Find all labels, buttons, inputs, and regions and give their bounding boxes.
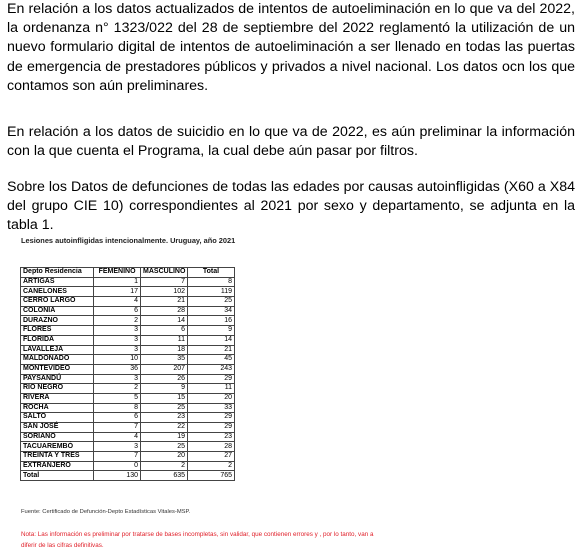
cell-depto: CERRO LARGO (21, 297, 94, 307)
cell-masculino: 15 (141, 393, 188, 403)
cell-total: 765 (188, 471, 235, 481)
cell-femenino: 3 (94, 442, 141, 452)
cell-total: 27 (188, 452, 235, 462)
paragraph-defunciones: Sobre los Datos de defunciones de todas las edades por causas autoinfligidas (X60 a X84 del grupo CIE 10) correspondientes al 2021 por sexo y departamento, se adjunta en la tabla 1. (7, 179, 575, 234)
cell-depto: FLORES (21, 326, 94, 336)
table-row (21, 316, 235, 326)
header-depto: Depto Residencia (21, 268, 94, 278)
cell-masculino: 2 (141, 461, 188, 471)
table-header-row (21, 268, 235, 278)
table-caption: Lesiones autoinfligidas intencionalmente. Uruguay, año 2021 (21, 236, 236, 245)
cell-femenino: 0 (94, 461, 141, 471)
cell-total: 14 (188, 335, 235, 345)
cell-masculino: 9 (141, 384, 188, 394)
cell-masculino: 21 (141, 297, 188, 307)
header-total: Total (188, 268, 235, 278)
table-row (21, 326, 235, 336)
cell-masculino: 25 (141, 403, 188, 413)
table-row (21, 277, 235, 287)
cell-masculino: 20 (141, 452, 188, 462)
cell-total: 2 (188, 461, 235, 471)
cell-total: 28 (188, 442, 235, 452)
cell-femenino: 8 (94, 403, 141, 413)
header-masculino: MASCULINO (141, 268, 188, 278)
cell-masculino: 35 (141, 355, 188, 365)
table-body (21, 277, 235, 480)
cell-masculino: 14 (141, 316, 188, 326)
cell-total: 33 (188, 403, 235, 413)
cell-depto: COLONIA (21, 306, 94, 316)
table-row (21, 355, 235, 365)
cell-masculino: 635 (141, 471, 188, 481)
table-row (21, 364, 235, 374)
table-row (21, 403, 235, 413)
cell-depto: RIO NEGRO (21, 384, 94, 394)
cell-total: 23 (188, 432, 235, 442)
cell-femenino: 7 (94, 452, 141, 462)
table-row (21, 393, 235, 403)
table-row (21, 452, 235, 462)
cell-femenino: 5 (94, 393, 141, 403)
cell-depto: ROCHA (21, 403, 94, 413)
header-femenino: FEMENINO (94, 268, 141, 278)
cell-femenino: 3 (94, 374, 141, 384)
cell-masculino: 18 (141, 345, 188, 355)
cell-masculino: 23 (141, 413, 188, 423)
cell-depto: TACUAREMBÓ (21, 442, 94, 452)
cell-femenino: 36 (94, 364, 141, 374)
cell-total: 29 (188, 374, 235, 384)
cell-depto: CANELONES (21, 287, 94, 297)
cell-femenino: 3 (94, 345, 141, 355)
cell-total: 11 (188, 384, 235, 394)
cell-depto: EXTRANJERO (21, 461, 94, 471)
cell-total: 34 (188, 306, 235, 316)
cell-femenino: 6 (94, 413, 141, 423)
cell-femenino: 130 (94, 471, 141, 481)
cell-depto: FLORIDA (21, 335, 94, 345)
cell-masculino: 19 (141, 432, 188, 442)
cell-masculino: 7 (141, 277, 188, 287)
cell-masculino: 207 (141, 364, 188, 374)
cell-depto: ARTIGAS (21, 277, 94, 287)
table-row (21, 432, 235, 442)
cell-femenino: 2 (94, 316, 141, 326)
cell-total: 25 (188, 297, 235, 307)
table-row (21, 461, 235, 471)
cell-depto: PAYSANDÚ (21, 374, 94, 384)
cell-depto: LAVALLEJA (21, 345, 94, 355)
cell-masculino: 11 (141, 335, 188, 345)
cell-total: 9 (188, 326, 235, 336)
table-row (21, 306, 235, 316)
data-table (20, 267, 235, 481)
cell-total: 243 (188, 364, 235, 374)
cell-total: 29 (188, 413, 235, 423)
table-row (21, 413, 235, 423)
cell-total: 16 (188, 316, 235, 326)
cell-masculino: 25 (141, 442, 188, 452)
table-row (21, 374, 235, 384)
cell-depto: SALTO (21, 413, 94, 423)
cell-depto: MALDONADO (21, 355, 94, 365)
cell-femenino: 17 (94, 287, 141, 297)
table-total-row (21, 471, 235, 481)
cell-masculino: 28 (141, 306, 188, 316)
table-row (21, 442, 235, 452)
cell-depto: SORIANO (21, 432, 94, 442)
cell-depto: Total (21, 471, 94, 481)
cell-femenino: 1 (94, 277, 141, 287)
paragraph-suicidio: En relación a los datos de suicidio en lo que va de 2022, es aún preliminar la información con la que cuenta el Programa, la cual debe aún pasar por filtros. (7, 124, 575, 160)
cell-depto: RIVERA (21, 393, 94, 403)
cell-depto: MONTEVIDEO (21, 364, 94, 374)
cell-masculino: 22 (141, 423, 188, 433)
cell-femenino: 4 (94, 297, 141, 307)
cell-femenino: 6 (94, 306, 141, 316)
table-row (21, 423, 235, 433)
table-note: Nota: Las información es preliminar por tratarse de bases incompletas, sin validar, que contienen errores y , por lo tanto, van a diferir de las cifras definitivas. (21, 531, 374, 549)
paragraph-intentos: En relación a los datos actualizados de intentos de autoeliminación en lo que va del 2022, la ordenanza n° 1323/022 del 28 de septiembre del 2022 reglamentó la utilización de un nuevo formulario digital de intentos de autoeliminación a ser llenado en todas las puertas de emergencia de prestadores públicos y privados a nivel nacional. Los datos ocn los que contamos son aún preliminares. (7, 1, 575, 94)
cell-femenino: 3 (94, 326, 141, 336)
cell-depto: DURAZNO (21, 316, 94, 326)
table-row (21, 345, 235, 355)
cell-masculino: 102 (141, 287, 188, 297)
cell-depto: TREINTA Y TRES (21, 452, 94, 462)
cell-total: 8 (188, 277, 235, 287)
cell-femenino: 4 (94, 432, 141, 442)
cell-total: 45 (188, 355, 235, 365)
cell-femenino: 7 (94, 423, 141, 433)
cell-masculino: 6 (141, 326, 188, 336)
cell-masculino: 26 (141, 374, 188, 384)
cell-femenino: 2 (94, 384, 141, 394)
table-row (21, 335, 235, 345)
cell-total: 20 (188, 393, 235, 403)
table-source: Fuente: Certificado de Defunción-Depto Estadísticas Vitales-MSP. (21, 509, 191, 515)
cell-depto: SAN JOSÉ (21, 423, 94, 433)
cell-total: 21 (188, 345, 235, 355)
table-row (21, 297, 235, 307)
table-row (21, 287, 235, 297)
cell-total: 29 (188, 423, 235, 433)
cell-femenino: 3 (94, 335, 141, 345)
cell-femenino: 10 (94, 355, 141, 365)
cell-total: 119 (188, 287, 235, 297)
table-row (21, 384, 235, 394)
